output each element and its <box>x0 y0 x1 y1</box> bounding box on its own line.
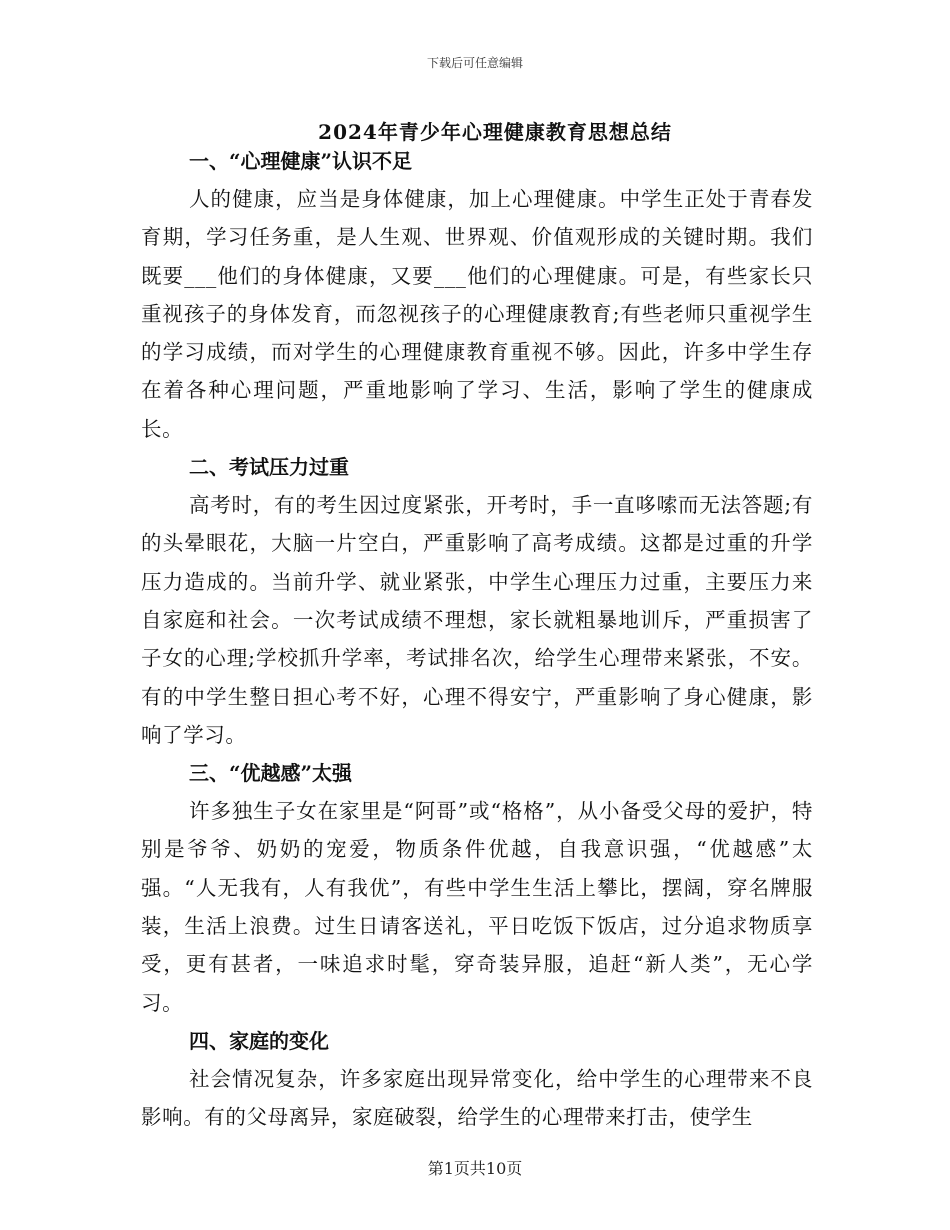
section-heading-1: 一、“心理健康”认识不足 <box>189 149 413 173</box>
section-heading-4: 四、家庭的变化 <box>189 1028 329 1053</box>
section-paragraph-1: 人的健康，应当是身体健康，加上心理健康。中学生正处于青春发育期，学习任务重，是人生观、世界观、价值观形成的关键时期。我们既要___他们的身体健康，又要___他们的心理健康。可是，有些家长只重视孩子的身体发育，而忽视孩子的心理健康教育;有些老师只重视学生的学习成绩，而对学生的心理健康教育重视不够。因此，许多中学生存在着各种心理问题，严重地影响了学习、生活，影响了学生的健康成长。 <box>141 187 813 441</box>
header-note: 下载后可任意编辑 <box>426 56 523 70</box>
page-footer: 第1页共10页 <box>427 1159 523 1178</box>
document-body <box>141 142 813 1137</box>
section-paragraph-3: 许多独生子女在家里是“阿哥”或“格格”，从小备受父母的爱护，特别是爷爷、奶奶的宠爱，物质条件优越，自我意识强，“优越感”太强。“人无我有，人有我优”，有些中学生生活上攀比，摆阔，穿名牌服装，生活上浪费。过生日请客送礼，平日吃饭下饭店，过分追求物质享受，更有甚者，一味追求时髦，穿奇装异服，追赶“新人类”，无心学习。 <box>141 799 813 1015</box>
section-heading-3: 三、“优越感”太强 <box>189 761 353 786</box>
section-paragraph-4: 社会情况复杂，许多家庭出现异常变化，给中学生的心理带来不良影响。有的父母离异，家庭破裂，给学生的心理带来打击，使学生 <box>141 1066 813 1130</box>
document-title: 2024年青少年心理健康教育思想总结 <box>318 120 672 144</box>
section-paragraph-2: 高考时，有的考生因过度紧张，开考时，手一直哆嗦而无法答题;有的头晕眼花，大脑一片空白，严重影响了高考成绩。这都是过重的升学压力造成的。当前升学、就业紧张，中学生心理压力过重，主要压力来自家庭和社会。一次考试成绩不理想，家长就粗暴地训斥，严重损害了子女的心理;学校抓升学率，考试排名次，给学生心理带来紧张，不安。有的中学生整日担心考不好，心理不得安宁，严重影响了身心健康，影响了学习。 <box>141 493 813 747</box>
section-heading-2: 二、考试压力过重 <box>189 455 349 480</box>
